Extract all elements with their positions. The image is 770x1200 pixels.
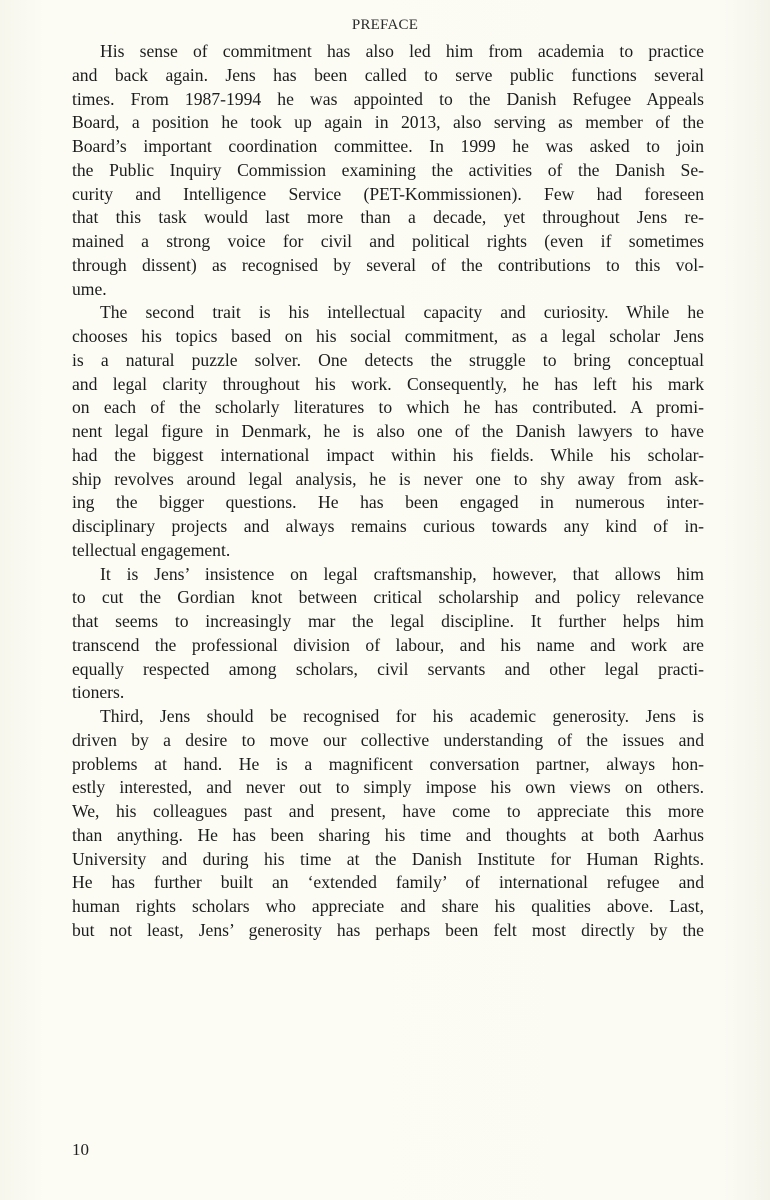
- text-line: curity and Intelligence Service (PET-Kommissionen). Few had foreseen: [72, 183, 704, 204]
- text-line: equally respected among scholars, civil servants and other legal practi-: [72, 658, 704, 679]
- paragraph-4: [72, 705, 704, 943]
- text-line: ing the bigger questions. He has been engaged in numerous inter-: [72, 492, 704, 513]
- text-line: problems at hand. He is a magnificent conversation partner, always hon-: [72, 753, 704, 774]
- text-line: than anything. He has been sharing his time and thoughts at both Aarhus: [72, 824, 704, 845]
- text-line: Third, Jens should be recognised for his academic generosity. Jens is: [100, 706, 704, 726]
- text-line: but not least, Jens’ generosity has perhaps been felt most directly by the: [72, 919, 704, 940]
- body-text: [72, 40, 704, 943]
- text-line: We, his colleagues past and present, have come to appreciate this more: [72, 801, 704, 821]
- text-line: on each of the scholarly literatures to which he has contributed. A promi-: [72, 397, 704, 418]
- text-line: mained a strong voice for civil and political rights (even if sometimes: [72, 231, 704, 251]
- text-line: transcend the professional division of labour, and his name and work are: [72, 634, 704, 655]
- text-line: and legal clarity throughout his work. Consequently, he has left his mark: [72, 373, 704, 394]
- text-line: ship revolves around legal analysis, he is never one to shy away from ask-: [72, 468, 704, 489]
- text-line: University and during his time at the Danish Institute for Human Rights.: [72, 848, 704, 869]
- text-line: His sense of commitment has also led him from academia to practice: [100, 41, 704, 61]
- paragraph-1: [72, 40, 704, 301]
- text-line: human rights scholars who appreciate and share his qualities above. Last,: [72, 896, 704, 916]
- text-line: that this task would last more than a decade, yet throughout Jens re-: [72, 207, 704, 228]
- text-line: and back again. Jens has been called to serve public functions several: [72, 64, 704, 85]
- text-line: Board, a position he took up again in 2013, also serving as member of the: [72, 112, 704, 133]
- text-line: tioners.: [72, 682, 125, 703]
- text-line: He has further built an ‘extended family’ of international refugee and: [72, 872, 704, 893]
- text-line: had the biggest international impact within his fields. While his scholar-: [72, 444, 704, 465]
- text-line: driven by a desire to move our collective understanding of the issues and: [72, 729, 704, 750]
- text-line: tellectual engagement.: [72, 539, 231, 560]
- text-line: It is Jens’ insistence on legal craftsmanship, however, that allows him: [100, 563, 704, 584]
- text-line: through dissent) as recognised by several of the contributions to this vol-: [72, 254, 704, 275]
- text-line: the Public Inquiry Commission examining the activities of the Danish Se-: [72, 159, 704, 180]
- text-line: ume.: [72, 278, 107, 299]
- text-line: estly interested, and never out to simply impose his own views on others.: [72, 777, 704, 798]
- text-line: chooses his topics based on his social commitment, as a legal scholar Jens: [72, 326, 704, 346]
- paragraph-3: [72, 563, 704, 706]
- text-line: disciplinary projects and always remains curious towards any kind of in-: [72, 516, 704, 536]
- text-line: Board’s important coordination committee. In 1999 he was asked to join: [72, 136, 704, 156]
- text-line: The second trait is his intellectual capacity and curiosity. While he: [100, 302, 704, 323]
- page-number: 10: [72, 1140, 89, 1159]
- paragraph-2: [72, 301, 704, 562]
- text-line: that seems to increasingly mar the legal discipline. It further helps him: [72, 611, 704, 631]
- text-line: to cut the Gordian knot between critical scholarship and policy relevance: [72, 587, 704, 608]
- text-line: is a natural puzzle solver. One detects the struggle to bring conceptual: [72, 349, 704, 370]
- running-head: PREFACE: [351, 17, 419, 33]
- text-line: times. From 1987-1994 he was appointed to the Danish Refugee Appeals: [72, 88, 704, 109]
- text-line: nent legal figure in Denmark, he is also one of the Danish lawyers to have: [72, 421, 704, 441]
